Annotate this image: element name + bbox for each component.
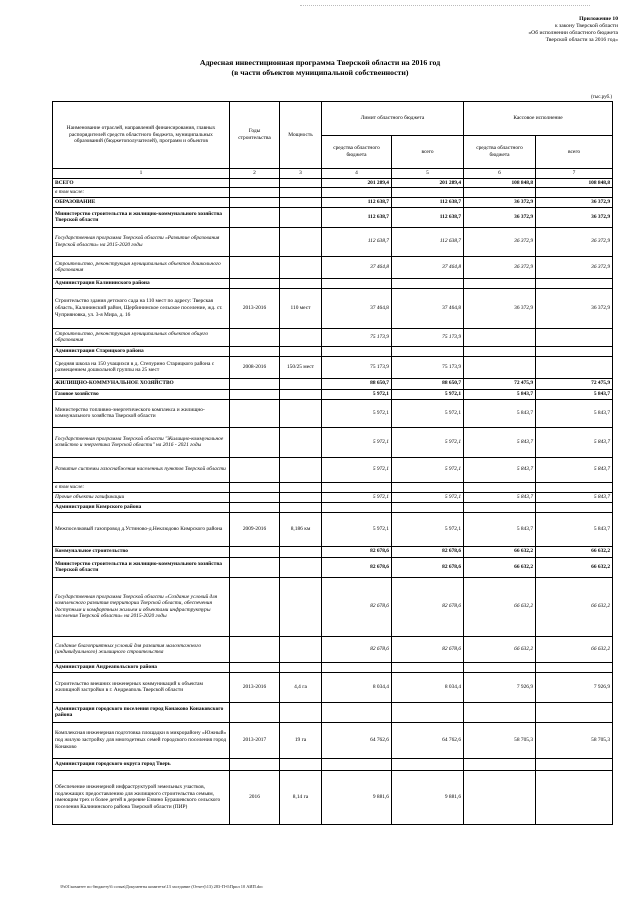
row-cash-total: 36 372,9 (536, 256, 613, 278)
row-capacity: 19 га (280, 722, 322, 758)
row-cash-total: 7 926,9 (536, 672, 613, 702)
column-number: 5 (392, 169, 464, 179)
row-limit-total (392, 502, 464, 512)
header-cash-total: всего (536, 136, 613, 169)
row-cash-total: 5 843,7 (536, 492, 613, 502)
table-row (53, 557, 613, 577)
row-capacity: 110 мест (280, 288, 322, 328)
appendix-line: «Об исполнении областного бюджета (528, 30, 618, 36)
row-limit-total: 37 464,8 (392, 288, 464, 328)
row-name: ЖИЛИЩНО-КОММУНАЛЬНОЕ ХОЗЯЙСТВО (53, 378, 230, 389)
row-limit-total: 75 173,9 (392, 328, 464, 346)
row-cash-total: 58 705,3 (536, 722, 613, 758)
row-cash-regional: 7 926,9 (464, 672, 536, 702)
row-cash-total: 5 843,7 (536, 512, 613, 546)
header-cash: Кассовое исполнение (464, 102, 613, 136)
row-years (230, 378, 280, 389)
row-capacity (280, 178, 322, 188)
row-limit-total (392, 278, 464, 288)
row-capacity (280, 197, 322, 207)
header-name: Наименование отраслей, направлений финансирования, главных распорядителей средств областного бюджета, муниципальных образований (бюджетополучателей), программ и объектов (53, 102, 230, 169)
row-limit-regional: 5 972,1 (322, 427, 392, 457)
column-number: 1 (53, 169, 230, 179)
table-row (53, 389, 613, 399)
row-capacity (280, 427, 322, 457)
row-cash-total: 5 843,7 (536, 389, 613, 399)
row-cash-total (536, 758, 613, 770)
appendix-line: к закону Тверской области (554, 23, 618, 29)
row-cash-regional: 36 372,9 (464, 197, 536, 207)
row-limit-regional: 88 650,7 (322, 378, 392, 389)
row-cash-regional (464, 188, 536, 198)
row-cash-regional: 5 843,7 (464, 427, 536, 457)
table-row (53, 502, 613, 512)
row-capacity (280, 758, 322, 770)
row-cash-regional: 108 848,8 (464, 178, 536, 188)
row-limit-total: 201 289,4 (392, 178, 464, 188)
row-limit-regional: 201 289,4 (322, 178, 392, 188)
row-limit-regional (322, 502, 392, 512)
table-row (53, 278, 613, 288)
appendix-line: Тверской области за 2016 год» (545, 37, 618, 43)
row-name: Министерство строительства и жилищно-коммунального хозяйства Тверской области (53, 207, 230, 227)
row-name: Администрация Калининского района (53, 278, 230, 288)
table-row (53, 492, 613, 502)
appendix-line: Приложение 10 (579, 16, 618, 22)
row-years (230, 188, 280, 198)
row-years: 2013-2016 (230, 672, 280, 702)
row-limit-total (392, 188, 464, 198)
table-row (53, 512, 613, 546)
table-row (53, 328, 613, 346)
column-number: 7 (536, 169, 613, 179)
row-capacity (280, 389, 322, 399)
row-cash-total (536, 770, 613, 824)
row-name: Строительство здания детского сада на 110 мест по адресу: Тверская область, Калининский район, Щербининское сельское поселение, жд. ст. Чуприяновка, ул. 3-я Мира, д. 16 (53, 288, 230, 328)
row-years (230, 546, 280, 557)
row-limit-total: 112 638,7 (392, 227, 464, 256)
table-row (53, 482, 613, 492)
column-number-row (53, 169, 613, 179)
row-years (230, 557, 280, 577)
row-limit-total: 82 678,6 (392, 636, 464, 662)
row-cash-regional (464, 702, 536, 722)
row-limit-total: 5 972,1 (392, 427, 464, 457)
title-line-1: Адресная инвестиционная программа Тверской области на 2016 год (199, 58, 441, 67)
row-limit-regional: 37 464,8 (322, 288, 392, 328)
row-cash-regional: 36 372,9 (464, 207, 536, 227)
row-limit-regional: 37 464,8 (322, 256, 392, 278)
row-limit-regional (322, 758, 392, 770)
row-limit-total (392, 758, 464, 770)
row-years (230, 278, 280, 288)
row-name: Обеспечение инженерной инфраструктурой земельных участков, подлежащих предоставлению для жилищного строительства семьям, имеющим трех и более детей в деревне Езвино Бурашевского сельского поселения Калининского района Тверской области (ПИР) (53, 770, 230, 824)
row-limit-total: 64 762,6 (392, 722, 464, 758)
row-name: Развитие системы газоснабжения населенных пунктов Тверской области (53, 457, 230, 482)
row-years (230, 427, 280, 457)
table-row (53, 770, 613, 824)
row-cash-regional: 5 843,7 (464, 399, 536, 427)
row-cash-regional (464, 278, 536, 288)
row-capacity (280, 492, 322, 502)
row-cash-total: 5 843,7 (536, 427, 613, 457)
row-limit-regional: 64 762,6 (322, 722, 392, 758)
row-cash-regional: 5 843,7 (464, 492, 536, 502)
row-limit-regional: 82 678,6 (322, 557, 392, 577)
row-name: Министерство строительства и жилищно-коммунального хозяйства Тверской области (53, 557, 230, 577)
row-limit-regional (322, 188, 392, 198)
row-cash-regional: 5 843,7 (464, 512, 536, 546)
row-limit-regional: 75 173,9 (322, 328, 392, 346)
row-years (230, 577, 280, 636)
row-cash-total: 36 372,9 (536, 207, 613, 227)
column-number: 2 (230, 169, 280, 179)
table-row (53, 546, 613, 557)
row-years (230, 492, 280, 502)
row-cash-regional: 5 843,7 (464, 457, 536, 482)
row-capacity (280, 662, 322, 672)
row-cash-total (536, 188, 613, 198)
row-limit-regional: 5 972,1 (322, 399, 392, 427)
row-limit-total: 82 678,6 (392, 546, 464, 557)
row-name: Администрация Андреапольского района (53, 662, 230, 672)
row-cash-total: 36 372,9 (536, 288, 613, 328)
row-limit-regional: 9 881,6 (322, 770, 392, 824)
row-years (230, 662, 280, 672)
row-limit-total: 112 638,7 (392, 197, 464, 207)
top-dotted-line (300, 5, 590, 6)
unit-label: (тыс.руб.) (590, 95, 612, 100)
row-name: Администрация городского округа город Тверь (53, 758, 230, 770)
row-name: Средняя школа на 150 учащихся в д. Степурино Старицкого района с размещением дошкольной группы на 25 мест (53, 356, 230, 378)
column-number: 3 (280, 169, 322, 179)
row-name: Строительство внешних инженерных коммуникаций к объектам жилищной застройки в г. Андреаполь Тверской области (53, 672, 230, 702)
row-years: 2013-2016 (230, 288, 280, 328)
row-name: Коммунальное строительство (53, 546, 230, 557)
row-cash-total: 72 475,9 (536, 378, 613, 389)
row-years (230, 256, 280, 278)
header-years: Годы строительства (230, 102, 280, 169)
row-limit-regional: 5 972,1 (322, 512, 392, 546)
row-cash-total: 108 848,8 (536, 178, 613, 188)
row-years (230, 328, 280, 346)
row-limit-total (392, 346, 464, 356)
row-limit-regional (322, 662, 392, 672)
row-capacity (280, 457, 322, 482)
row-name: Государственная программа Тверской области "Жилищно-коммунальное хозяйство и энергетика Тверской области" на 2016 - 2021 годы (53, 427, 230, 457)
row-years (230, 227, 280, 256)
column-number: 6 (464, 169, 536, 179)
row-cash-regional (464, 356, 536, 378)
row-limit-total: 75 173,9 (392, 356, 464, 378)
table-row (53, 427, 613, 457)
row-cash-total (536, 702, 613, 722)
table-row (53, 662, 613, 672)
row-capacity (280, 502, 322, 512)
row-limit-regional: 112 638,7 (322, 207, 392, 227)
row-limit-regional: 82 678,6 (322, 546, 392, 557)
row-limit-total: 5 972,1 (392, 512, 464, 546)
row-limit-regional (322, 482, 392, 492)
header-cash-regional: средства областного бюджета (464, 136, 536, 169)
row-cash-total: 5 843,7 (536, 457, 613, 482)
table-row (53, 722, 613, 758)
row-name: Администрация Старицкого района (53, 346, 230, 356)
row-cash-regional (464, 346, 536, 356)
row-cash-total (536, 356, 613, 378)
table-row (53, 207, 613, 227)
row-limit-total: 9 881,6 (392, 770, 464, 824)
table-row (53, 577, 613, 636)
row-cash-regional: 72 475,9 (464, 378, 536, 389)
row-capacity (280, 207, 322, 227)
row-name: Строительство, реконструкция муниципальных объектов дошкольного образования (53, 256, 230, 278)
row-cash-regional (464, 770, 536, 824)
row-capacity (280, 557, 322, 577)
row-capacity (280, 577, 322, 636)
row-limit-total: 5 972,1 (392, 399, 464, 427)
header-limit-total: всего (392, 136, 464, 169)
row-limit-total: 112 638,7 (392, 207, 464, 227)
table-row (53, 178, 613, 188)
table-row (53, 758, 613, 770)
row-capacity (280, 346, 322, 356)
row-limit-total (392, 662, 464, 672)
row-limit-total: 82 678,6 (392, 577, 464, 636)
table-row (53, 399, 613, 427)
table-row (53, 356, 613, 378)
row-name: Газовое хозяйство (53, 389, 230, 399)
row-cash-total: 66 632,2 (536, 557, 613, 577)
row-cash-regional (464, 758, 536, 770)
row-limit-regional: 5 972,1 (322, 457, 392, 482)
row-capacity: 150/25 мест (280, 356, 322, 378)
row-years: 2008-2016 (230, 356, 280, 378)
row-cash-regional (464, 662, 536, 672)
row-name: Межпоселковый газопровод д.Устиново-д.Неклюдово Кимрского района (53, 512, 230, 546)
row-limit-total: 8 034,4 (392, 672, 464, 702)
row-limit-total: 82 678,6 (392, 557, 464, 577)
row-name: Строительство, реконструкция муниципальных объектов общего образования (53, 328, 230, 346)
row-limit-regional: 8 034,4 (322, 672, 392, 702)
header-capacity: Мощность (280, 102, 322, 169)
table-row (53, 188, 613, 198)
row-limit-regional: 112 638,7 (322, 197, 392, 207)
title-line-2: (в части объектов муниципальной собственности) (231, 68, 409, 77)
row-name: ВСЕГО (53, 178, 230, 188)
row-limit-regional (322, 346, 392, 356)
table-row (53, 256, 613, 278)
table-row (53, 457, 613, 482)
row-cash-regional: 36 372,9 (464, 288, 536, 328)
row-cash-regional: 5 843,7 (464, 389, 536, 399)
row-cash-regional (464, 502, 536, 512)
row-limit-total: 37 464,8 (392, 256, 464, 278)
row-capacity (280, 636, 322, 662)
row-name: Администрация городского поселения город Конаково Конаковского района (53, 702, 230, 722)
row-limit-regional (322, 702, 392, 722)
row-name: Государственная программа Тверской области «Развитие образования Тверской области» на 2015-2020 годы (53, 227, 230, 256)
row-years (230, 457, 280, 482)
row-cash-total (536, 278, 613, 288)
row-cash-total: 5 843,7 (536, 399, 613, 427)
row-limit-total: 5 972,1 (392, 492, 464, 502)
row-cash-regional: 66 632,2 (464, 557, 536, 577)
header-row (53, 102, 613, 136)
row-limit-regional: 82 678,6 (322, 636, 392, 662)
row-cash-regional: 58 705,3 (464, 722, 536, 758)
row-cash-regional: 36 372,9 (464, 256, 536, 278)
table-row (53, 197, 613, 207)
file-path-footer: \Fs01\комитет по бюджету\6 созыв\Документы комитета\13 заседание (Отчет)\13) 283-П-6\Прил 10 АИП.doc (60, 884, 264, 889)
row-years (230, 197, 280, 207)
row-limit-total (392, 702, 464, 722)
row-years (230, 482, 280, 492)
row-limit-total: 5 972,1 (392, 389, 464, 399)
row-cash-regional: 66 632,2 (464, 577, 536, 636)
row-capacity: 8,14 га (280, 770, 322, 824)
row-capacity (280, 278, 322, 288)
row-cash-regional: 66 632,2 (464, 636, 536, 662)
row-name: в том числе: (53, 188, 230, 198)
row-cash-total (536, 502, 613, 512)
row-limit-total: 88 650,7 (392, 378, 464, 389)
row-years (230, 207, 280, 227)
table-row (53, 227, 613, 256)
row-limit-regional: 5 972,1 (322, 492, 392, 502)
header-limit-regional: средства областного бюджета (322, 136, 392, 169)
row-years (230, 399, 280, 427)
row-capacity (280, 546, 322, 557)
row-years (230, 636, 280, 662)
row-name: Прочие объекты газификации (53, 492, 230, 502)
row-cash-regional: 66 632,2 (464, 546, 536, 557)
row-limit-total (392, 482, 464, 492)
row-limit-regional: 112 638,7 (322, 227, 392, 256)
row-cash-total: 36 372,9 (536, 227, 613, 256)
table-row (53, 346, 613, 356)
row-name: Министерство топливно-энергетического комплекса и жилищно-коммунального хозяйства Тверской области (53, 399, 230, 427)
document-title (0, 58, 640, 78)
row-limit-total: 5 972,1 (392, 457, 464, 482)
row-cash-total (536, 482, 613, 492)
row-years: 2009-2016 (230, 512, 280, 546)
row-limit-regional: 5 972,1 (322, 389, 392, 399)
table-row (53, 378, 613, 389)
row-capacity: 8,186 км (280, 512, 322, 546)
row-name: в том числе: (53, 482, 230, 492)
row-capacity (280, 378, 322, 389)
row-years (230, 389, 280, 399)
row-years (230, 346, 280, 356)
row-capacity (280, 227, 322, 256)
row-years: 2013-2017 (230, 722, 280, 758)
appendix-note (528, 16, 618, 44)
row-years (230, 178, 280, 188)
row-cash-total: 66 632,2 (536, 636, 613, 662)
row-name: Государственная программа Тверской области «Создание условий для комплексного развития территории Тверской области, обеспечения доступным и комфортным жильем и объектами инфраструктуры населения Тверской области» на 2015-2020 годы (53, 577, 230, 636)
row-capacity (280, 188, 322, 198)
row-limit-regional: 75 173,9 (322, 356, 392, 378)
column-number: 4 (322, 169, 392, 179)
row-name: Создание благоприятных условий для развития малоэтажного (индивидуального) жилищного строительства (53, 636, 230, 662)
table-row (53, 702, 613, 722)
row-capacity (280, 702, 322, 722)
row-years (230, 702, 280, 722)
table-row (53, 672, 613, 702)
row-years: 2016 (230, 770, 280, 824)
row-cash-total: 66 632,2 (536, 577, 613, 636)
table-row (53, 636, 613, 662)
row-cash-regional (464, 482, 536, 492)
row-capacity (280, 328, 322, 346)
row-capacity (280, 399, 322, 427)
row-years (230, 758, 280, 770)
row-cash-regional (464, 328, 536, 346)
table-row (53, 288, 613, 328)
row-years (230, 502, 280, 512)
row-limit-regional: 82 678,6 (322, 577, 392, 636)
row-cash-total (536, 662, 613, 672)
row-capacity (280, 256, 322, 278)
row-name: Администрация Кимрского района (53, 502, 230, 512)
header-limit: Лимит областного бюджета (322, 102, 464, 136)
row-cash-total: 66 632,2 (536, 546, 613, 557)
row-name: Комплексная инженерная подготовка площадки в микрорайону «Южный» под жилую застройку для многодетных семей городского поселения город Конаково (53, 722, 230, 758)
investment-program-table (52, 101, 613, 825)
row-limit-regional (322, 278, 392, 288)
row-cash-total: 36 372,9 (536, 197, 613, 207)
row-cash-total (536, 328, 613, 346)
row-cash-total (536, 346, 613, 356)
row-capacity: 4,4 га (280, 672, 322, 702)
row-cash-regional: 36 372,9 (464, 227, 536, 256)
row-name: ОБРАЗОВАНИЕ (53, 197, 230, 207)
row-capacity (280, 482, 322, 492)
